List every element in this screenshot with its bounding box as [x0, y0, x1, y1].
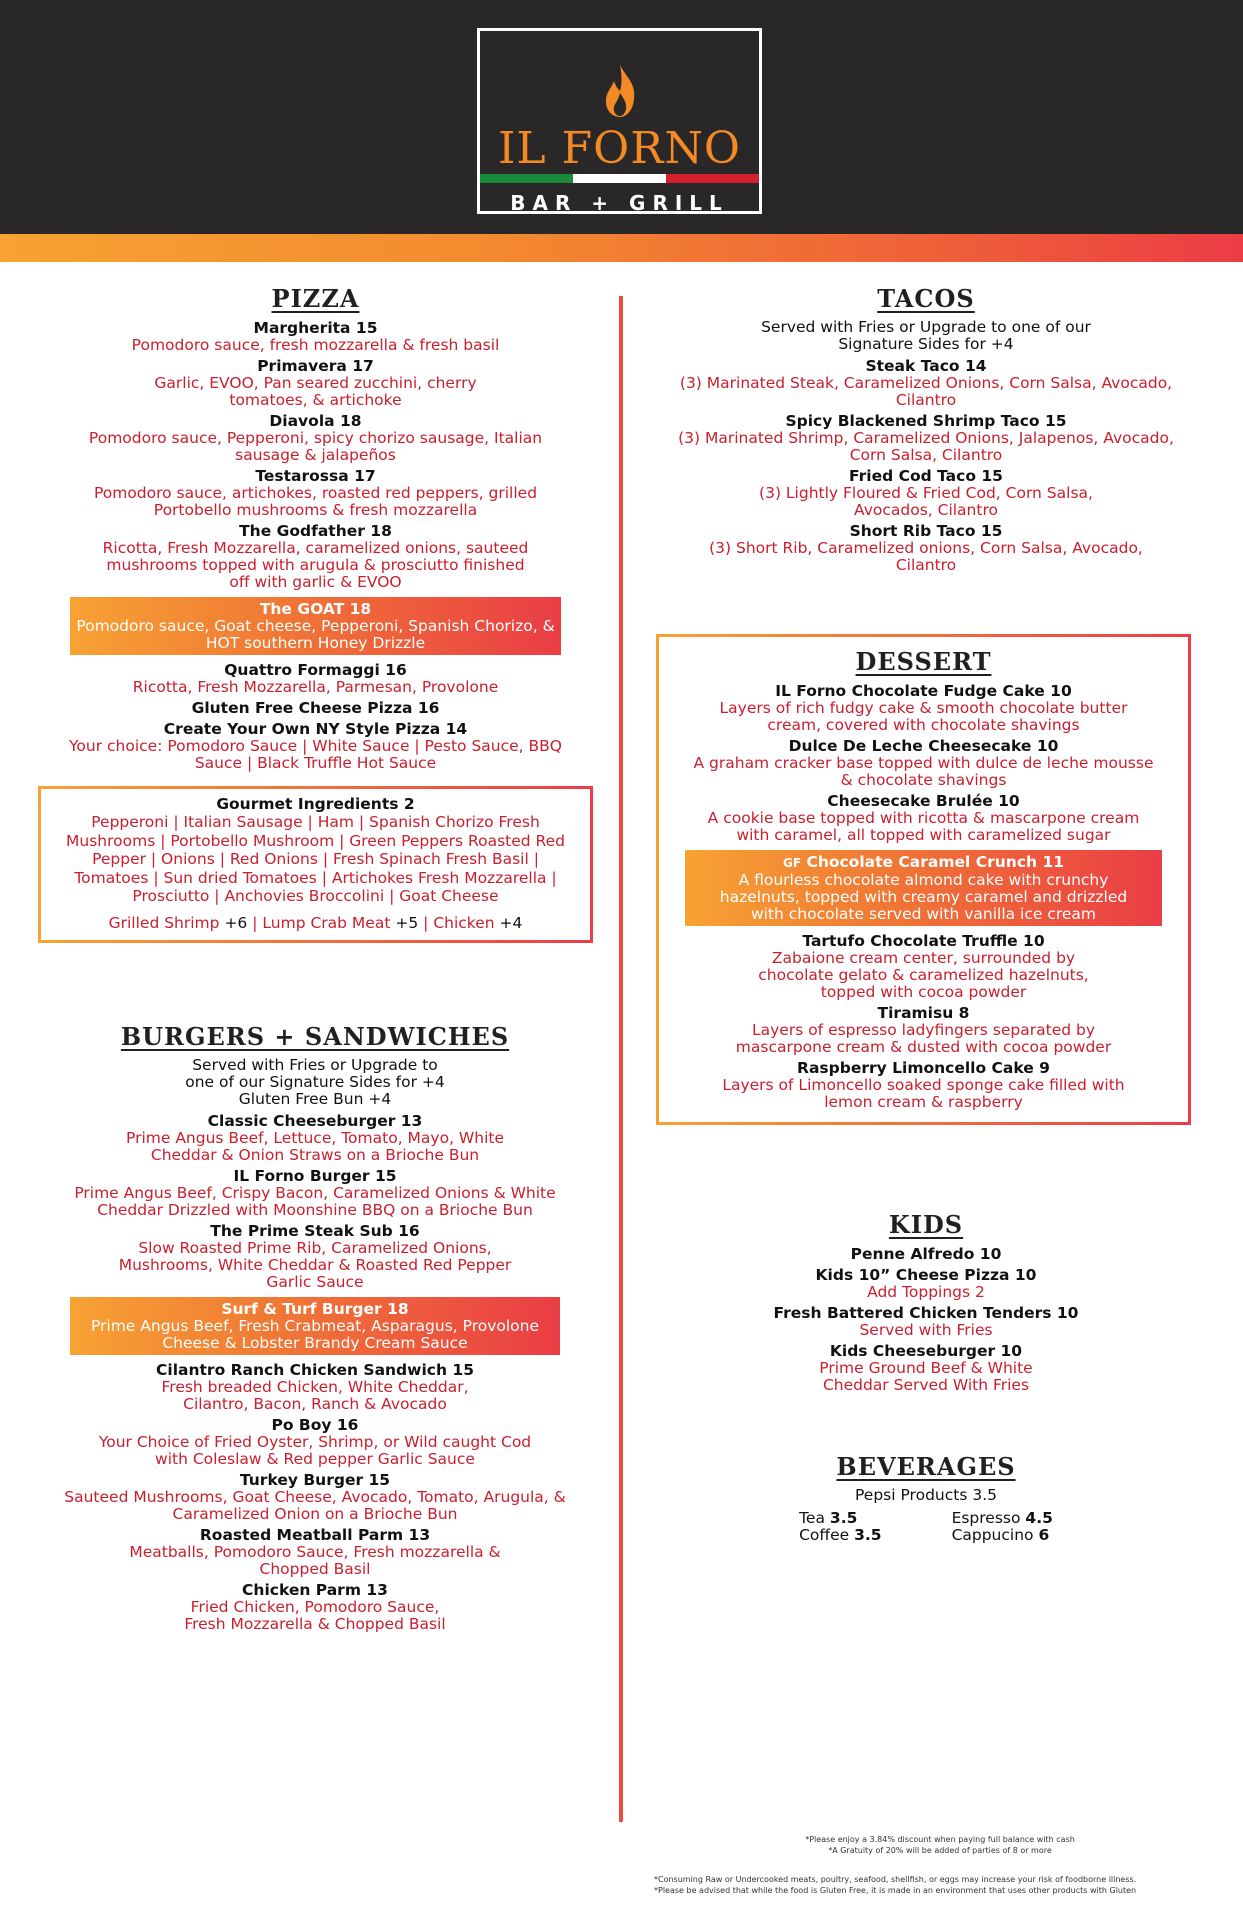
menu-item	[665, 1245, 1187, 1263]
item-name: Cilantro Ranch Chicken Sandwich 15	[156, 1361, 474, 1379]
item-name: Raspberry Limoncello Cake 9	[797, 1059, 1050, 1077]
item-name: Tiramisu 8	[877, 1004, 970, 1022]
item-name: IL Forno Chocolate Fudge Cake 10	[775, 682, 1072, 700]
header-gradient-bar	[0, 234, 1243, 262]
menu-item	[667, 792, 1180, 844]
item-name: Short Rib Taco 15	[849, 522, 1003, 540]
item-desc: Layers of espresso ladyfingers separated by mascarpone cream & dusted with cocoa powder	[735, 1021, 1112, 1056]
bev-tea-price: 3.5	[829, 1509, 858, 1527]
menu-item	[50, 1361, 580, 1413]
item-desc: Pomodoro sauce, artichokes, roasted red peppers, grilled Portobello mushrooms & fresh mozzarella	[93, 484, 538, 519]
item-desc: Prime Angus Beef, Fresh Crabmeat, Asparagus, Provolone Cheese & Lobster Brandy Cream Sauce	[90, 1317, 540, 1352]
italian-flag-stripe	[480, 174, 759, 183]
burgers-note: Served with Fries or Upgrade to one of our Signature Sides for +4	[185, 1056, 445, 1091]
item-name	[689, 853, 1158, 872]
item-desc: Prime Angus Beef, Crispy Bacon, Caramelized Onions & White Cheddar Drizzled with Moonshine BBQ on a Brioche Bun	[74, 1184, 556, 1219]
footer-disclaimer	[654, 1874, 1239, 1896]
item-name: Tartufo Chocolate Truffle 10	[802, 932, 1045, 950]
menu-item	[38, 720, 593, 772]
menu-item	[38, 357, 593, 409]
item-desc: Sauteed Mushrooms, Goat Cheese, Avocado, Tomato, Arugula, & Caramelized Onion on a Brioche Bun	[64, 1488, 566, 1523]
dessert-heading: DESSERT	[855, 647, 992, 676]
addon-chicken: Chicken	[433, 913, 495, 932]
menu-item	[50, 1581, 580, 1633]
item-desc: Meatballs, Pomodoro Sauce, Fresh mozzarella & Chopped Basil	[129, 1543, 501, 1578]
menu-item	[667, 932, 1180, 1001]
item-name: Spicy Blackened Shrimp Taco 15	[785, 412, 1067, 430]
logo-subtitle: BAR + GRILL	[510, 191, 729, 215]
item-desc: Prime Angus Beef, Lettuce, Tomato, Mayo, White Cheddar & Onion Straws on a Brioche Bun	[126, 1129, 504, 1164]
burgers-heading: BURGERS + SANDWICHES	[120, 1022, 510, 1051]
bev-coffee-price: 3.5	[854, 1526, 882, 1544]
item-desc: Pomodoro sauce, Pepperoni, spicy chorizo sausage, Italian sausage & jalapeños	[88, 429, 543, 464]
beverages-heading: BEVERAGES	[836, 1452, 1016, 1481]
menu-item	[50, 1471, 580, 1523]
item-name: Kids Cheeseburger 10	[829, 1342, 1023, 1360]
burgers-note-gf: Gluten Free Bun +4	[238, 1090, 392, 1108]
pepsi-products: Pepsi Products 3.5	[855, 1486, 997, 1504]
beverages-section	[665, 1452, 1187, 1544]
menu-item	[665, 522, 1187, 574]
addon-chicken-price: +4	[499, 913, 523, 932]
item-desc: Served with Fries	[859, 1321, 993, 1339]
menu-item	[667, 682, 1180, 734]
item-desc: Pomodoro sauce, fresh mozzarella & fresh basil	[131, 336, 500, 354]
bev-cappucino-price: 6	[1038, 1526, 1050, 1544]
item-name: Chicken Parm 13	[242, 1581, 388, 1599]
tacos-note: Served with Fries or Upgrade to one of our Signature Sides for +4	[761, 318, 1091, 353]
item-name: Fresh Battered Chicken Tenders 10	[773, 1304, 1079, 1322]
item-desc: Add Toppings 2	[867, 1283, 985, 1301]
burgers-section	[50, 1022, 580, 1636]
pizza-section	[38, 284, 593, 943]
item-name: Penne Alfredo 10	[850, 1245, 1002, 1263]
featured-item	[70, 597, 561, 655]
menu-item	[667, 737, 1180, 789]
menu-item	[38, 661, 593, 696]
menu-item	[665, 1342, 1187, 1394]
item-desc: (3) Marinated Shrimp, Caramelized Onions, Jalapenos, Avocado, Corn Salsa, Cilantro	[678, 429, 1174, 464]
item-desc: Zabaione cream center, surrounded by chocolate gelato & caramelized hazelnuts, topped with cocoa powder	[758, 949, 1089, 1001]
menu-item	[50, 1526, 580, 1578]
item-desc: Fresh breaded Chicken, White Cheddar, Cilantro, Bacon, Ranch & Avocado	[161, 1378, 469, 1413]
logo-title: IL FORNO	[498, 123, 741, 174]
item-name-text: Chocolate Caramel Crunch 11	[806, 853, 1065, 871]
item-desc: (3) Lightly Floured & Fried Cod, Corn Salsa, Avocados, Cilantro	[759, 484, 1093, 519]
menu-item	[50, 1167, 580, 1219]
gourmet-ingredients-box	[38, 786, 593, 943]
menu-item	[38, 467, 593, 519]
item-name: Quattro Formaggi 16	[224, 661, 407, 679]
item-name: Po Boy 16	[271, 1416, 359, 1434]
item-desc: Prime Ground Beef & White Cheddar Served With Fries	[819, 1359, 1033, 1394]
menu-item	[38, 699, 593, 717]
item-name: Surf & Turf Burger 18	[221, 1300, 409, 1318]
menu-item	[667, 1004, 1180, 1056]
menu-item	[50, 1416, 580, 1468]
column-divider	[619, 296, 623, 1822]
footer-gratuity: *A Gratuity of 20% will be added of parties of 8 or more	[828, 1846, 1052, 1855]
footer-raw-warning: *Consuming Raw or Undercooked meats, poultry, seafood, shellfish, or eggs may increase your risk of foodborne illness.	[654, 1875, 1137, 1884]
flame-icon	[600, 63, 640, 119]
addon-shrimp: Grilled Shrimp	[108, 913, 220, 932]
item-name: The Prime Steak Sub 16	[210, 1222, 420, 1240]
bev-espresso: Espresso	[951, 1509, 1021, 1527]
footer-gluten-warning: *Please be advised that while the food is Gluten Free, it is made in an environment that uses other products with Gluten	[654, 1886, 1137, 1895]
kids-section	[665, 1210, 1187, 1397]
item-desc: Garlic, EVOO, Pan seared zucchini, cherry tomatoes, & artichoke	[154, 374, 477, 409]
item-name: Steak Taco 14	[865, 357, 987, 375]
item-name: Testarossa 17	[255, 467, 376, 485]
item-desc: A graham cracker base topped with dulce de leche mousse & chocolate shavings	[693, 754, 1154, 789]
bev-tea: Tea	[799, 1509, 825, 1527]
item-name: The Godfather 18	[239, 522, 392, 540]
item-desc: Slow Roasted Prime Rib, Caramelized Onions, Mushrooms, White Cheddar & Roasted Red Pepper Garlic Sauce	[118, 1239, 512, 1291]
item-desc: Your choice: Pomodoro Sauce | White Sauce | Pesto Sauce, BBQ Sauce | Black Truffle Hot Sauce	[68, 737, 562, 772]
header-banner	[0, 0, 1243, 234]
item-desc: Ricotta, Fresh Mozzarella, Parmesan, Provolone	[132, 678, 499, 696]
menu-item	[50, 1222, 580, 1291]
featured-item	[685, 850, 1162, 926]
item-desc: A cookie base topped with ricotta & mascarpone cream with caramel, all topped with caramelized sugar	[707, 809, 1140, 844]
addon-crab: Lump Crab Meat	[262, 913, 391, 932]
kids-heading: KIDS	[888, 1210, 964, 1239]
menu-item	[665, 412, 1187, 464]
item-desc: Pomodoro sauce, Goat cheese, Pepperoni, Spanish Chorizo, & HOT southern Honey Drizzle	[76, 617, 555, 652]
menu-item	[38, 522, 593, 591]
tacos-heading: TACOS	[877, 284, 975, 313]
addon-shrimp-price: +6	[224, 913, 248, 932]
bev-cappucino: Cappucino	[951, 1526, 1034, 1544]
gourmet-title: Gourmet Ingredients 2	[216, 795, 415, 813]
item-name: Create Your Own NY Style Pizza 14	[163, 720, 468, 738]
menu-item	[667, 1059, 1180, 1111]
item-name: IL Forno Burger 15	[233, 1167, 397, 1185]
bev-espresso-price: 4.5	[1025, 1509, 1053, 1527]
item-name: Classic Cheeseburger 13	[207, 1112, 423, 1130]
logo	[477, 28, 762, 214]
item-name: Dulce De Leche Cheesecake 10	[788, 737, 1059, 755]
bev-coffee: Coffee	[799, 1526, 850, 1544]
item-name: Margherita 15	[253, 319, 378, 337]
item-desc: Your Choice of Fried Oyster, Shrimp, or Wild caught Cod with Coleslaw & Red pepper Garlic Sauce	[98, 1433, 532, 1468]
item-name: The GOAT 18	[259, 600, 372, 618]
footer-notes	[650, 1834, 1230, 1856]
tacos-section	[665, 284, 1187, 577]
menu-item	[38, 412, 593, 464]
menu-item	[665, 357, 1187, 409]
beverage-list	[665, 1510, 1187, 1544]
item-name: Fried Cod Taco 15	[849, 467, 1003, 485]
item-name: Gluten Free Cheese Pizza 16	[191, 699, 440, 717]
item-name: Cheesecake Brulée 10	[827, 792, 1020, 810]
gourmet-list: Pepperoni | Italian Sausage | Ham | Spanish Chorizo Fresh Mushrooms | Portobello Mushroom | Green Peppers Roasted Red Pepper | Onions | Red Onions | Fresh Spinach Fresh Basil | Tomatoes | Sun dried Tomatoes | Artichokes Fresh Mozzarella | Prosciutto | Anchovies Broccolini | Goat Cheese	[66, 813, 565, 905]
pizza-heading: PIZZA	[271, 284, 360, 313]
item-desc: (3) Short Rib, Caramelized onions, Corn Salsa, Avocado, Cilantro	[709, 539, 1143, 574]
item-desc: Layers of Limoncello soaked sponge cake filled with lemon cream & raspberry	[722, 1076, 1125, 1111]
addon-crab-price: +5	[395, 913, 419, 932]
footer-discount: *Please enjoy a 3.84% discount when paying full balance with cash	[805, 1835, 1075, 1844]
menu-item	[38, 319, 593, 354]
gluten-free-badge: GF	[782, 856, 802, 870]
item-name: Kids 10” Cheese Pizza 10	[815, 1266, 1037, 1284]
item-desc: Fried Chicken, Pomodoro Sauce, Fresh Mozzarella & Chopped Basil	[184, 1598, 446, 1633]
item-desc: Ricotta, Fresh Mozzarella, caramelized onions, sauteed mushrooms topped with arugula & prosciutto finished off with garlic & EVOO	[102, 539, 529, 591]
menu-item	[665, 467, 1187, 519]
item-name: Roasted Meatball Parm 13	[199, 1526, 431, 1544]
menu-item	[665, 1266, 1187, 1301]
item-desc: (3) Marinated Steak, Caramelized Onions, Corn Salsa, Avocado, Cilantro	[679, 374, 1173, 409]
menu-item	[665, 1304, 1187, 1339]
item-desc: A flourless chocolate almond cake with crunchy hazelnuts, topped with creamy caramel and drizzled with chocolate served with vanilla ice cream	[719, 871, 1128, 923]
menu-item	[50, 1112, 580, 1164]
item-name: Primavera 17	[257, 357, 374, 375]
item-name: Diavola 18	[269, 412, 362, 430]
featured-item	[70, 1297, 560, 1355]
dessert-section	[656, 634, 1191, 1125]
item-desc: Layers of rich fudgy cake & smooth chocolate butter cream, covered with chocolate shavings	[719, 699, 1128, 734]
protein-addons: Grilled Shrimp +6 | Lump Crab Meat +5 | Chicken +4	[108, 913, 523, 932]
item-name: Turkey Burger 15	[239, 1471, 391, 1489]
